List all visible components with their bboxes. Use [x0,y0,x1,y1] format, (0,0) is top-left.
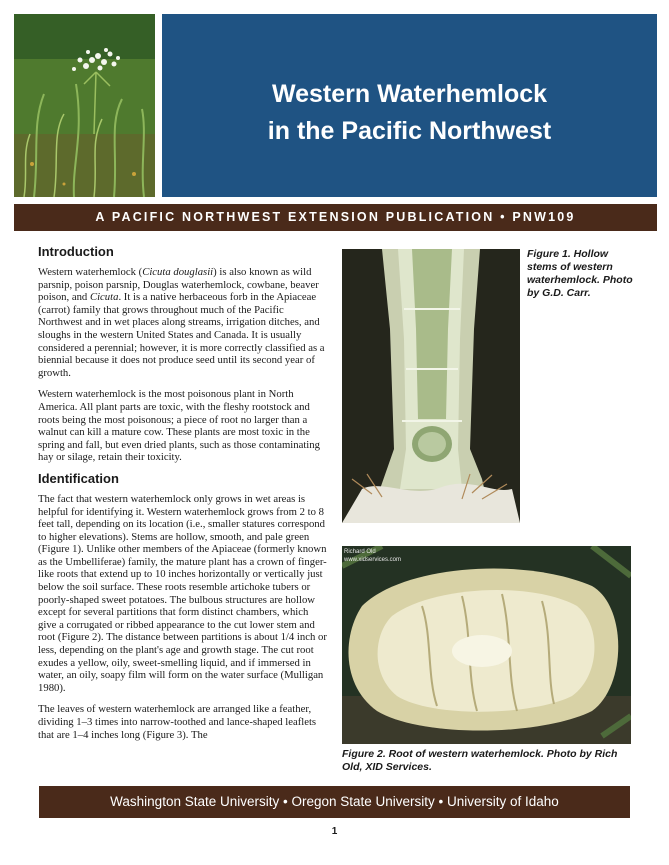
body-text-column [38,244,329,750]
introduction-heading: Introduction [38,244,114,259]
identification-paragraph-1: The fact that western waterhemlock only grows in wet areas is helpful for identifying it. Western waterhemlock grows from 2 to 8 feet tall, depending on its location (i.e., smaller statures correspond to higher elevations). Stems are hollow, smooth, and pale green (Figure 1). Unlike other members of the Apiaceae (formerly known as the Umbelliferae) family, the mature plant has a crown of finger-like roots that extend up to 10 inches horizontally or vertically just below the soil surface. These roots resemble artichoke tubers or poorly-shaped sweet potatoes. The bulbous structures are hollow except for several partitions that form distinct chambers, which give a corrugated or ribbed appearance to the cut lower stem and root (Figure 2). The distance between partitions is about 1/4 inch or less, depending on the plant's age and growth stage. The cut root exudes a yellow, oily, sweet-smelling liquid, and if immersed in water, an oily, soapy film will form on the water surface (Mulligan 1980). [38,492,327,694]
cover-plant-photo [14,14,155,197]
introduction-paragraph-2: Western waterhemlock is the most poisonous plant in North America. All plant parts are toxic, with the fleshy rootstock and roots being the most poisonous; a piece of root no larger than a walnut can kill a mature cow. These plants are most toxic in the spring and fall, but even dried plants, such as those contaminating hay or silage, retain their toxicity. [38,388,320,464]
introduction-paragraph-1: Western waterhemlock (Cicuta douglasii) is also known as wild parsnip, poison parsnip, Douglas waterhemlock, cowbane, beaver poison, and Cicuta. It is a native herbaceous forb in the Apiaceae (carrot) family that grows throughout much of the Pacific Northwest and in wet places along streams, irrigation ditches, and sloughs in the western United States and Canada. It is usually considered a perennial; however, it is more correctly classified as a biennial because it does not produce seed until its second year of growth. [38,266,325,379]
identification-heading: Identification [38,470,119,486]
genus-name: Cicuta [89,291,119,304]
title-line-1: Western Waterhemlock [271,80,548,108]
footer-universities-band: Washington State University • Oregon State University • University of Idaho [39,786,630,818]
figure-2-root-photo [342,546,631,744]
species-name: Cicuta douglasii [142,266,214,278]
figure-2-caption: Figure 2. Root of western waterhemlock. Photo by Rich Old, XID Services. [342,748,618,773]
figure-1-caption: Figure 1. Hollow stems of western waterhemlock. Photo by G.D. Carr. [527,248,633,299]
page-number: 1 [331,826,338,837]
document-title [162,76,657,150]
figure-1-stem-photo [342,249,520,523]
title-panel [162,14,657,197]
identification-paragraph-2: The leaves of western waterhemlock are arranged like a feather, dividing 1–3 times into narrow-toothed and lance-shaped leaflets that are 1–4 inches long (Figure 3). The [38,703,317,741]
publication-band: A PACIFIC NORTHWEST EXTENSION PUBLICATION • PNW109 [14,204,657,231]
title-line-2: in the Pacific Northwest [267,117,552,145]
figure-2-photo-credit: Richard Old www.xidservices.com [344,549,402,563]
